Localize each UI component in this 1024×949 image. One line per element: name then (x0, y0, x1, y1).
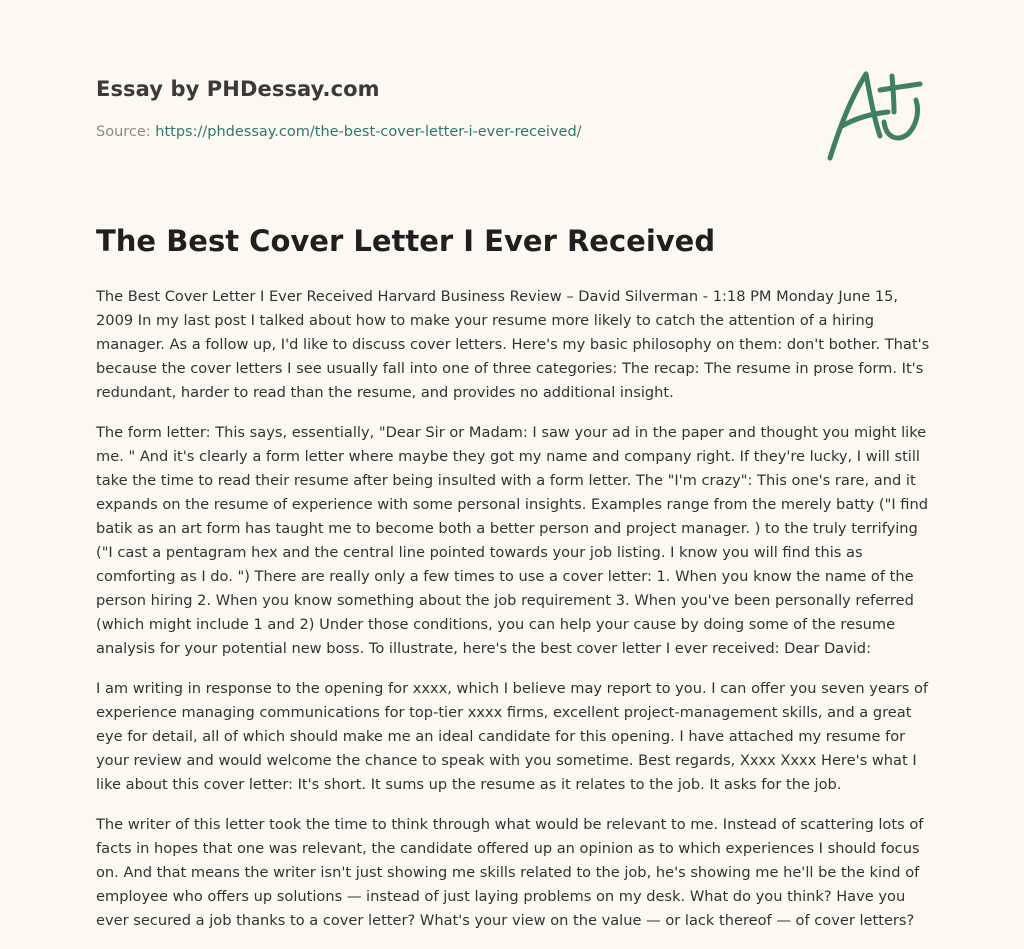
essay-paragraph: The Best Cover Letter I Ever Received Harvard Business Review – David Silverman - 1:18 PM Monday June 15, 2009 In my last post I talked about how to make your resume more likely to catch the attention of a hiring manager. As a follow up, I'd like to discuss cover letters. Here's my basic philosophy on them: don't bother. That's because the cover letters I see usually fall into one of three categories: The recap: The resume in prose form. It's redundant, harder to read than the resume, and provides no additional insight. (96, 288, 930, 401)
essay-paragraph: I am writing in response to the opening for xxxx, which I believe may report to you. I can offer you seven years of experience managing communications for top-tier xxxx firms, excellent project-management skills, and a great eye for detail, all of which should make me an ideal candidate for this opening. I have attached my resume for your review and would welcome the chance to speak with you sometime. Best regards, Xxxx Xxxx Here's what I like about this cover letter: It's short. It sums up the resume as it relates to the job. It asks for the job. (96, 680, 929, 793)
source-label: Source: (96, 124, 151, 140)
brand-title: Essay by PHDessay.com (96, 77, 380, 101)
source-line (96, 124, 582, 140)
essay-paragraph: The writer of this letter took the time to think through what would be relevant to me. Instead of scattering lots of facts in hopes that one was relevant, the candidate offered up an opinion as to which experiences I should focus on. And that means the writer isn't just showing me skills related to the job, he's showing me he'll be the kind of employee who offers up solutions — instead of just laying problems on my desk. What do you think? Have you ever secured a job thanks to a cover letter? What's your view on the value — or lack thereof — of cover letters? (96, 816, 924, 929)
essay-paragraph: The form letter: This says, essentially, "Dear Sir or Madam: I saw your ad in the paper and thought you might like me. " And it's clearly a form letter where maybe they got my name and company right. If they're lucky, I will still take the time to read their resume after being insulted with a form letter. The "I'm crazy": This one's rare, and it expands on the resume of experience with some personal insights. Examples range from the merely batty ("I find batik as an art form has taught me to become both a better person and project manager. ) to the truly terrifying ("I cast a pentagram hex and the central line pointed towards your job listing. I know you will find this as comforting as I do. ") There are really only a few times to use a cover letter: 1. When you know the name of the person hiring 2. When you know something about the job requirement 3. When you've been personally referred (which might include 1 and 2) Under those conditions, you can help your cause by doing some of the resume analysis for your potential new boss. To illustrate, here's the best cover letter I ever received: Dear David: (96, 424, 928, 657)
essay-body (96, 285, 932, 949)
source-link[interactable]: https://phdessay.com/the-best-cover-letter-i-ever-received/ (155, 124, 582, 140)
essay-title: The Best Cover Letter I Ever Received (96, 224, 716, 258)
a-plus-grade-icon (822, 66, 932, 166)
